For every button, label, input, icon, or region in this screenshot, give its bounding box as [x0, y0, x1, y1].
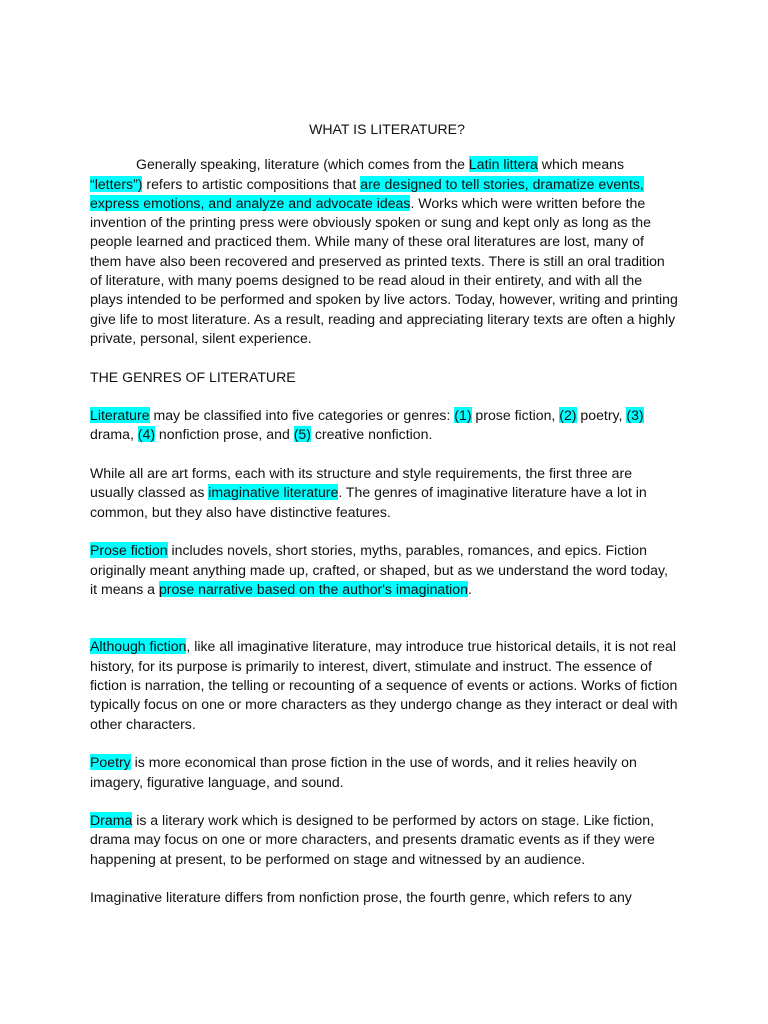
text-run: , like all imaginative literature, may introduce true historical details, it is not real history, for its purpose is primarily to interest, divert, stimulate and instruct. The essence of fiction is narration, the telling or recounting of a sequence of events or actions. Works of fiction typically focus on one or more characters as they undergo change as they interact or deal with other characters. — [90, 638, 678, 732]
highlight-number-3: (3) — [626, 407, 644, 424]
text-run: Generally speaking, literature (which comes from the — [136, 156, 469, 173]
intro-paragraph — [90, 155, 678, 348]
text-run: nonfiction prose, and — [155, 426, 294, 443]
text-run: . — [467, 580, 472, 597]
blank-line — [90, 618, 678, 637]
text-run: which means — [537, 156, 625, 173]
document-body — [90, 120, 678, 927]
genres-paragraph — [90, 406, 678, 445]
highlight-number-2: (2) — [559, 407, 577, 424]
text-run: includes novels, short stories, myths, parables, romances, and epics. Fiction originally meant anything made up, crafted, or shaped, but as we understand the word today, it means a — [90, 542, 668, 597]
drama-paragraph — [90, 811, 678, 869]
highlight-drama: Drama — [90, 812, 133, 829]
text-run: is a literary work which is designed to be performed by actors on stage. Like fiction, drama may focus on one or more characters, and presents dramatic events as if they were happening at present, to be performed on stage and witnessed by an audience. — [90, 812, 655, 867]
text-run: . The genres of imaginative literature have a lot in common, but they also have distinctive features. — [90, 484, 647, 520]
poetry-paragraph — [90, 753, 678, 792]
highlight-literature: Literature — [90, 407, 150, 424]
highlight-although-fiction: Although fiction — [90, 638, 187, 655]
text-run: is more economical than prose fiction in the use of words, and it relies heavily on imagery, figurative language, and sound. — [90, 754, 637, 790]
highlight-letters: “letters”) — [90, 175, 143, 192]
text-run: prose fiction, — [471, 407, 560, 424]
nonfiction-paragraph: Imaginative literature differs from nonfiction prose, the fourth genre, which refers to any — [90, 889, 632, 906]
highlight-number-1: (1) — [454, 407, 472, 424]
highlight-latin-littera: Latin littera — [468, 156, 538, 173]
text-run: drama, — [90, 426, 138, 443]
text-run: While all are art forms, each with its structure and style requirements, the first three are usually classed as — [90, 465, 633, 501]
text-run: . Works which were written before the invention of the printing press were obviously spoken or sung and kept only as long as the people learned and practiced them. While many of these oral literatures are lost, many of them have also been recovered and preserved as printed texts. There is still an oral tradition of literature, with many poems designed to be read aloud in their entirety, and with all the plays intended to be performed and spoken by live actors. Today, however, writing and printing give life to most literature. As a result, reading and appreciating literary texts are often a highly private, personal, silent experience. — [90, 194, 678, 346]
highlight-number-4: (4) — [137, 426, 156, 443]
highlight-designed-to: are designed to tell stories, dramatize events, express emotions, and analyze and advocate ideas — [90, 175, 644, 211]
text-run: creative nonfiction. — [310, 426, 433, 443]
fiction-paragraph — [90, 637, 678, 733]
highlight-poetry: Poetry — [90, 754, 131, 771]
text-run: poetry, — [576, 407, 627, 424]
highlight-number-5: (5) — [293, 426, 311, 443]
highlight-imaginative-literature: imaginative literature — [208, 484, 339, 501]
highlight-prose-narrative: prose narrative based on the author's imagination — [158, 580, 468, 597]
highlight-prose-fiction: Prose fiction — [90, 542, 168, 559]
art-forms-paragraph — [90, 464, 678, 522]
text-run: may be classified into five categories or genres: — [149, 407, 455, 424]
document-title: WHAT IS LITERATURE? — [309, 121, 465, 137]
prose-fiction-paragraph — [90, 541, 678, 599]
text-run: refers to artistic compositions that — [142, 175, 361, 192]
genres-heading: THE GENRES OF LITERATURE — [90, 368, 296, 385]
